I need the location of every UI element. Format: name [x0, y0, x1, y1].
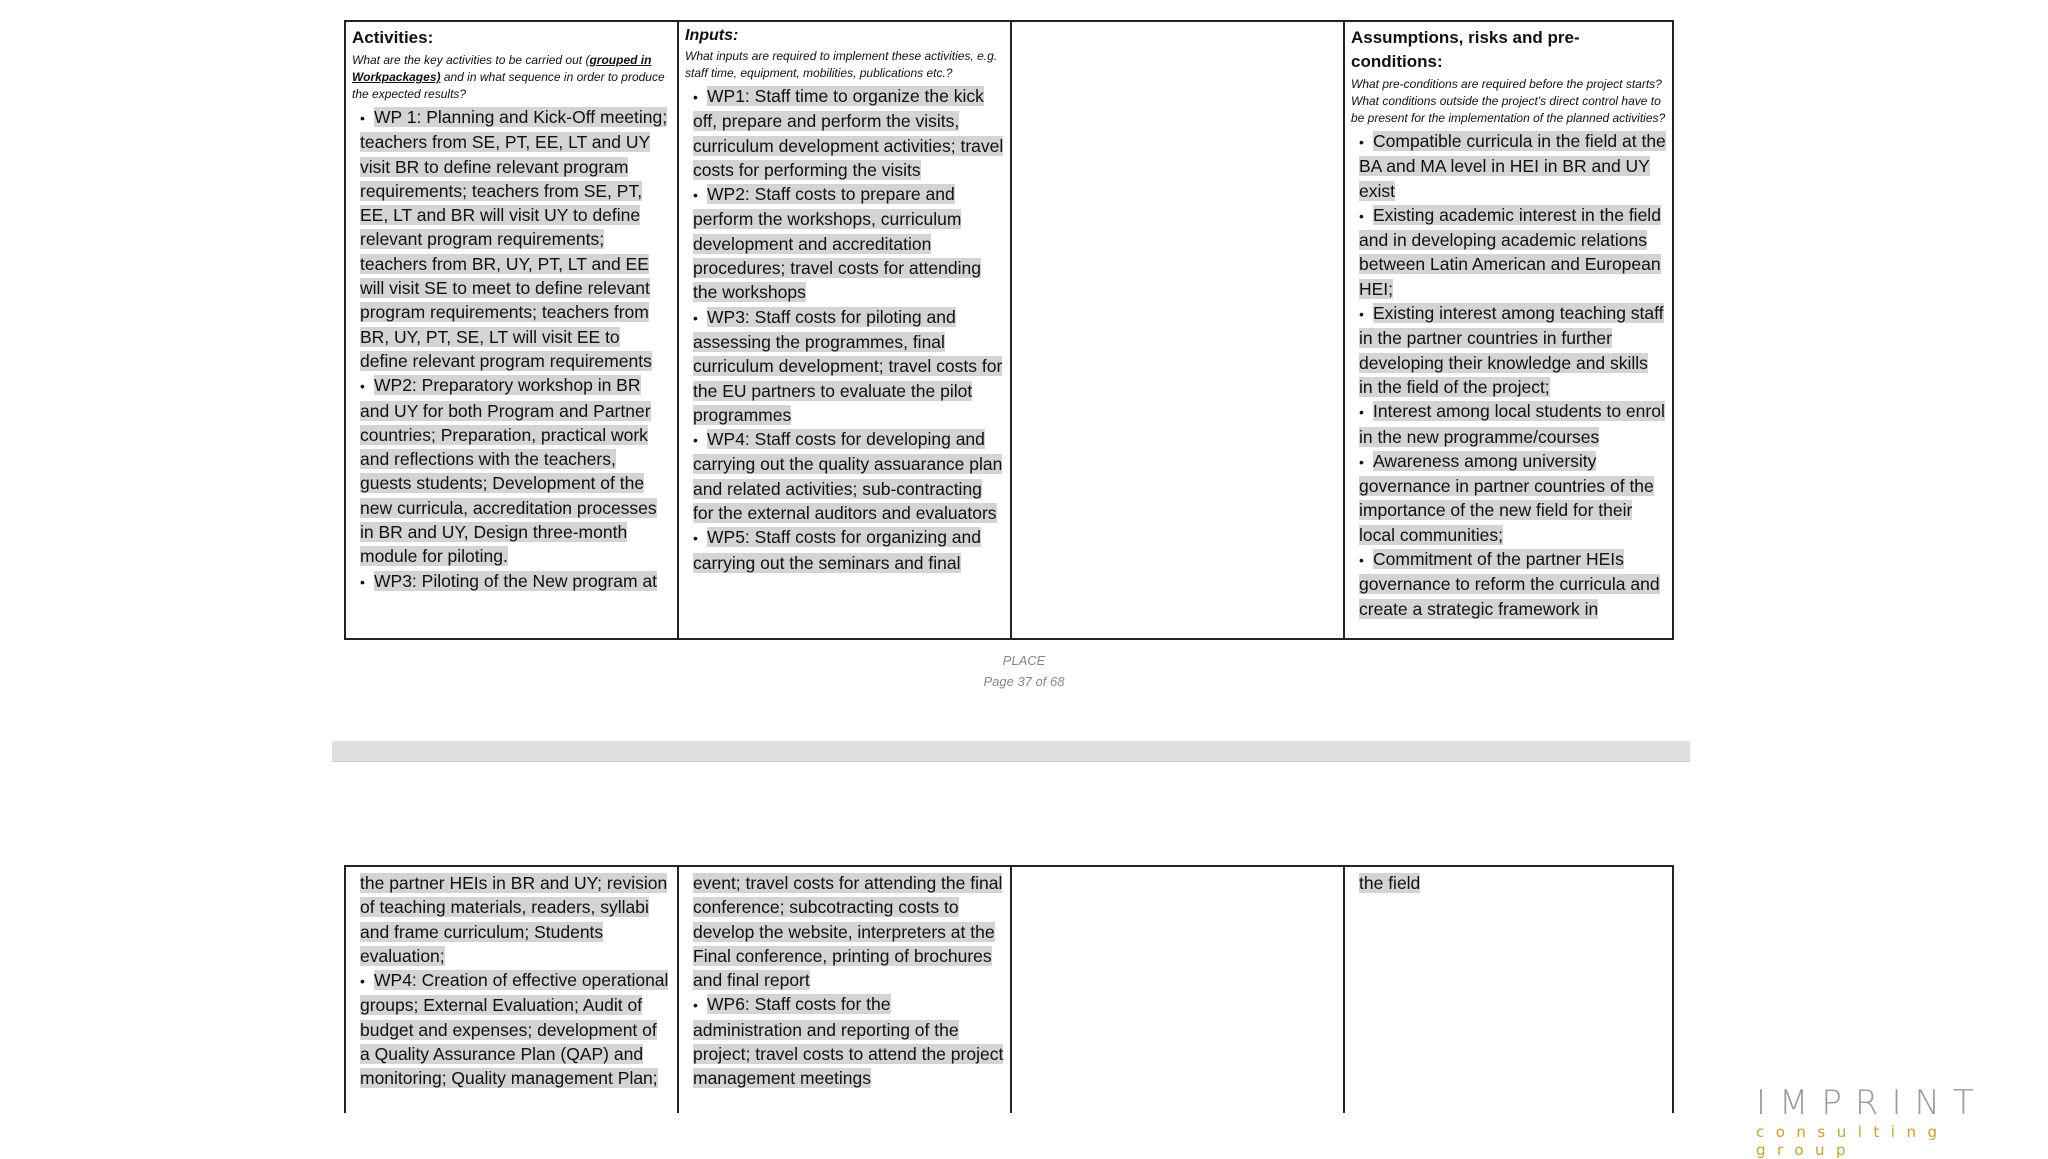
bullet-icon: •	[360, 573, 365, 590]
list-item	[1359, 301, 1666, 399]
list-item	[360, 105, 671, 373]
activity-wp3: WP3: Piloting of the New program at	[374, 570, 658, 591]
input-wp6: WP6: Staff costs for the administration and reporting of the project; travel costs to attend the project management meetings	[693, 994, 1004, 1089]
inputs-list-continued	[685, 871, 1004, 1091]
list-item	[360, 569, 671, 594]
activity-wp2: WP2: Preparatory workshop in BR and UY for both Program and Partner countries; Preparation, practical work and reflections with the teachers, guests students; Development of the new curricula, accreditation processes in BR and UY, Design three-month module for piloting.	[360, 375, 657, 567]
assumption-3: Existing interest among teaching staff in the partner countries in further developing their knowledge and skills in the field of the project;	[1359, 303, 1664, 397]
list-item	[693, 525, 1004, 575]
list-item	[693, 871, 1004, 992]
inputs-heading: Inputs:	[685, 27, 739, 44]
list-item	[360, 968, 671, 1090]
list-item	[360, 871, 671, 968]
activities-description	[352, 52, 671, 103]
bullet-icon: •	[693, 530, 698, 547]
bullet-icon: •	[693, 89, 698, 105]
list-item	[1359, 399, 1666, 449]
activities-desc-emph: grouped in Workpackages)	[352, 53, 652, 84]
assumption-continuation: the field	[1359, 873, 1421, 893]
bullet-icon: •	[1359, 207, 1364, 224]
list-item	[693, 84, 1004, 182]
bullet-icon: •	[1359, 134, 1364, 150]
assumptions-heading: Assumptions, risks and pre-conditions:	[1351, 28, 1580, 71]
brand-name: IMPRINT	[1756, 1083, 1987, 1123]
list-item	[1359, 203, 1666, 301]
assumptions-list-continued	[1351, 871, 1666, 895]
list-item	[1359, 129, 1666, 203]
bullet-icon: •	[1359, 306, 1364, 323]
brand-logo	[1756, 1085, 2046, 1159]
activities-column-continued	[346, 867, 677, 1113]
assumption-2: Existing academic interest in the field and in developing academic relations between Latin American and European HEI;	[1359, 204, 1661, 299]
list-item	[360, 373, 671, 568]
assumptions-column	[1343, 22, 1672, 638]
activity-wp1: WP 1: Planning and Kick-Off meeting; teachers from SE, PT, EE, LT and UY visit BR to define relevant program requirements; teachers from SE, PT, EE, LT and BR will visit UY to define relevant program requirements; teachers from BR, UY, PT, LT and EE will visit SE to meet to define relevant program requirements; teachers from BR, UY, PT, SE, LT will visit EE to define relevant program requirements	[360, 107, 668, 371]
bullet-icon: •	[360, 110, 365, 126]
page-number: Page 37 of 68	[983, 674, 1065, 689]
activities-desc-a: What are the key activities to be carried out (	[352, 53, 590, 67]
inputs-column	[677, 22, 1010, 638]
inputs-description: What inputs are required to implement these activities, e.g. staff time, equipment, mobilities, publications etc.?	[685, 49, 998, 80]
activity-wp4: WP4: Creation of effective operational groups; External Evaluation; Audit of budget and expenses; development of a Quality Assurance Plan (QAP) and monitoring; Quality management Plan;	[360, 970, 669, 1089]
list-item	[1359, 871, 1666, 895]
input-continuation: event; travel costs for attending the final conference; subcotracting costs to develop the website, interpreters at the Final conference, printing of brochures and final report	[693, 873, 1003, 991]
brand-tagline: consulting group	[1756, 1123, 1949, 1159]
list-item	[693, 305, 1004, 427]
assumption-4: Interest among local students to enrol in the new programme/courses	[1359, 401, 1665, 447]
page-separator	[332, 741, 1690, 762]
bullet-icon: •	[693, 187, 698, 204]
activity-continuation: the partner HEIs in BR and UY; revision of teaching materials, readers, syllabi and frame curriculum; Students evaluation;	[360, 873, 668, 966]
empty-column	[1010, 22, 1343, 638]
list-item	[1359, 547, 1666, 621]
bullet-icon: •	[693, 997, 698, 1014]
input-wp4: WP4: Staff costs for developing and carrying out the quality assuarance plan and related activities; sub-contracting for the external auditors and evaluators	[693, 429, 1003, 524]
assumptions-list	[1351, 129, 1666, 621]
list-item	[693, 182, 1004, 304]
logframe-table-bottom	[344, 865, 1674, 1113]
input-wp2: WP2: Staff costs to prepare and perform the workshops, curriculum development and accreditation procedures; travel costs for attending the workshops	[693, 184, 981, 303]
activities-list	[352, 105, 671, 594]
assumptions-column-continued	[1343, 867, 1672, 1113]
bullet-icon: •	[693, 309, 698, 326]
assumption-1: Compatible curricula in the field at the BA and MA level in HEI in BR and UY exist	[1359, 131, 1666, 201]
empty-column-continued	[1010, 867, 1343, 1113]
assumption-5: Awareness among university governance in partner countries of the importance of the new field for their local communities;	[1359, 450, 1654, 545]
assumptions-description: What pre-conditions are required before the project starts? What conditions outside the project's direct control have to be present for the implementation of the planned activities?	[1351, 77, 1666, 125]
assumption-6: Commitment of the partner HEIs governance to reform the curricula and create a strategic framework in	[1359, 549, 1660, 619]
input-wp5: WP5: Staff costs for organizing and carrying out the seminars and final	[693, 527, 981, 573]
bullet-icon: •	[693, 432, 698, 449]
bullet-icon: •	[1359, 404, 1364, 421]
inputs-list	[685, 84, 1004, 575]
footer-place: PLACE	[1002, 653, 1046, 668]
activities-column	[346, 22, 677, 638]
bullet-icon: •	[360, 973, 365, 990]
input-wp3: WP3: Staff costs for piloting and assessing the programmes, final curriculum development; travel costs for the EU partners to evaluate the pilot programmes	[693, 306, 1003, 425]
bullet-icon: •	[360, 378, 365, 395]
activities-list-continued	[352, 871, 671, 1091]
activities-heading: Activities:	[352, 28, 434, 47]
list-item	[693, 427, 1004, 525]
bullet-icon: •	[1359, 552, 1364, 569]
input-wp1: WP1: Staff time to organize the kick off, prepare and perform the visits, curriculum development activities; travel costs for performing the visits	[693, 86, 1004, 180]
list-item	[1359, 449, 1666, 547]
list-item	[693, 992, 1004, 1090]
logframe-table-top	[344, 20, 1674, 640]
activities-desc-b: and in what sequence in order to produce the expected results?	[352, 70, 665, 101]
inputs-column-continued	[677, 867, 1010, 1113]
bullet-icon: •	[1359, 453, 1364, 470]
